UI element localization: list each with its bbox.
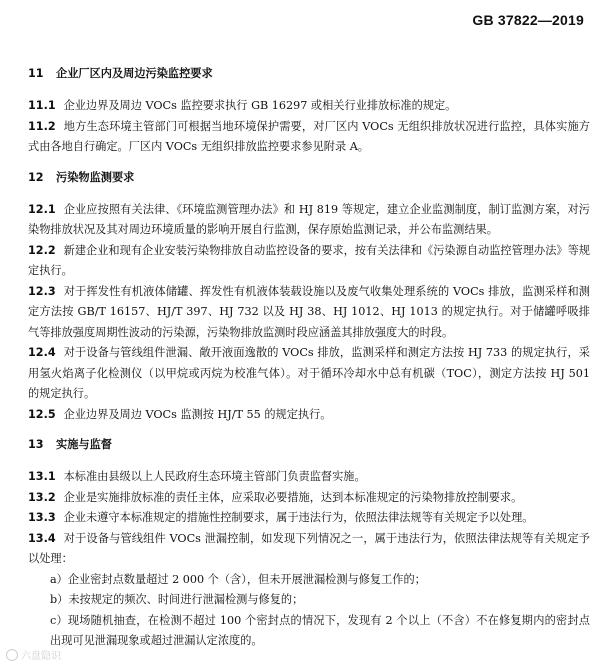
clause-12-5 [28,405,590,426]
clause-text: 对于挥发性有机液体储罐、挥发性有机液体装载设施以及废气收集处理系统的 VOCs 排放，监测采样和测定方法按 GB/T 16157、HJ/T 397、HJ 732 以及 HJ 38、HJ 1012、HJ 1013 的规定执行。对于储罐呼吸排气等排放强度周期性波动的污染源，污染物排放监测时段应涵盖其排放强度大的时段。 [28,284,590,339]
clause-11-2 [28,117,590,158]
clause-number: 13.3 [28,511,56,524]
section-title: 企业厂区内及周边污染监控要求 [56,67,213,80]
section-number: 13 [28,438,44,451]
section-number: 11 [28,67,44,80]
clause-number: 13.4 [28,531,56,545]
watermark [6,647,61,662]
clause-number: 12.5 [28,407,56,421]
clause-12-1 [28,200,590,241]
clause-text: 本标准由县级以上人民政府生态环境主管部门负责监督实施。 [63,470,366,483]
clause-12-3 [28,282,590,344]
watermark-logo-icon [6,649,18,661]
clause-11-1 [28,96,590,117]
document-body [28,64,590,652]
clause-text: 地方生态环境主管部门可根据当地环境保护需要，对厂区内 VOCs 无组织排放状况进行监控，具体实施方式由各地自行确定。厂区内 VOCs 无组织排放监控要求参见附录 A。 [28,119,590,153]
section-12-heading [28,168,590,188]
clause-number: 12.4 [28,346,56,359]
clause-13-3 [28,508,590,529]
section-number: 12 [28,170,44,184]
watermark-text: 六盘隐识 [21,651,61,662]
clause-text: 企业是实施排放标准的责任主体，应采取必要措施，达到本标准规定的污染物排放控制要求。 [63,490,523,504]
list-item-c: c）现场随机抽查，在检测不超过 100 个密封点的情况下，发现有 2 个以上（不含）不在修复期内的密封点出现可见泄漏现象或超过泄漏认定浓度的。 [50,613,590,647]
clause-text: 企业边界及周边 VOCs 监控要求执行 GB 16297 或相关行业排放标准的规定。 [63,99,457,112]
standard-number: GB 37822—2019 [472,12,584,28]
list-item-b: b）未按规定的频次、时间进行泄漏检测与修复的； [50,593,304,606]
clause-13-4 [28,529,590,570]
clause-text: 企业边界及周边 VOCs 监测按 HJ/T 55 的规定执行。 [63,407,332,421]
clause-text: 新建企业和现有企业安装污染物排放自动监控设备的要求，按有关法律和《污染源自动监控管理办法》等规定执行。 [28,243,590,277]
clause-12-2 [28,241,590,282]
clause-13-1 [28,467,590,488]
clause-number: 12.2 [28,243,56,257]
section-13-heading [28,435,590,455]
clause-text: 企业未遵守本标准规定的措施性控制要求，属于违法行为，依照法律法规等有关规定予以处理。 [63,511,534,524]
clause-13-2 [28,488,590,509]
clause-text: 企业应按照有关法律、《环境监测管理办法》和 HJ 819 等规定，建立企业监测制度，制订监测方案，对污染物排放状况及其对周边环境质量的影响开展自行监测，保存原始监测记录，并公布监测结果。 [28,202,590,236]
section-11-heading [28,64,590,84]
clause-number: 12.1 [28,202,56,216]
clause-number: 13.2 [28,490,56,504]
clause-number: 13.1 [28,470,56,483]
clause-text: 对于设备与管线组件 VOCs 泄漏控制，如发现下列情况之一，属于违法行为，依照法律法规等有关规定予以处理： [28,531,590,565]
clause-number: 12.3 [28,284,56,298]
list-item-a: a）企业密封点数量超过 2 000 个（含），但未开展泄漏检测与修复工作的； [50,572,426,586]
clause-text: 对于设备与管线组件泄漏、敞开液面逸散的 VOCs 排放，监测采样和测定方法按 HJ 733 的规定执行，采用氢火焰离子化检测仪（以甲烷或丙烷为校准气体）。对于循环冷却水中总有机碳（TOC），测定方法按 HJ 501 的规定执行。 [28,346,590,400]
clause-12-4 [28,343,590,405]
section-title: 实施与监督 [56,438,112,451]
clause-number: 11.1 [28,99,56,112]
clause-number: 11.2 [28,119,56,133]
section-title: 污染物监测要求 [56,170,135,184]
